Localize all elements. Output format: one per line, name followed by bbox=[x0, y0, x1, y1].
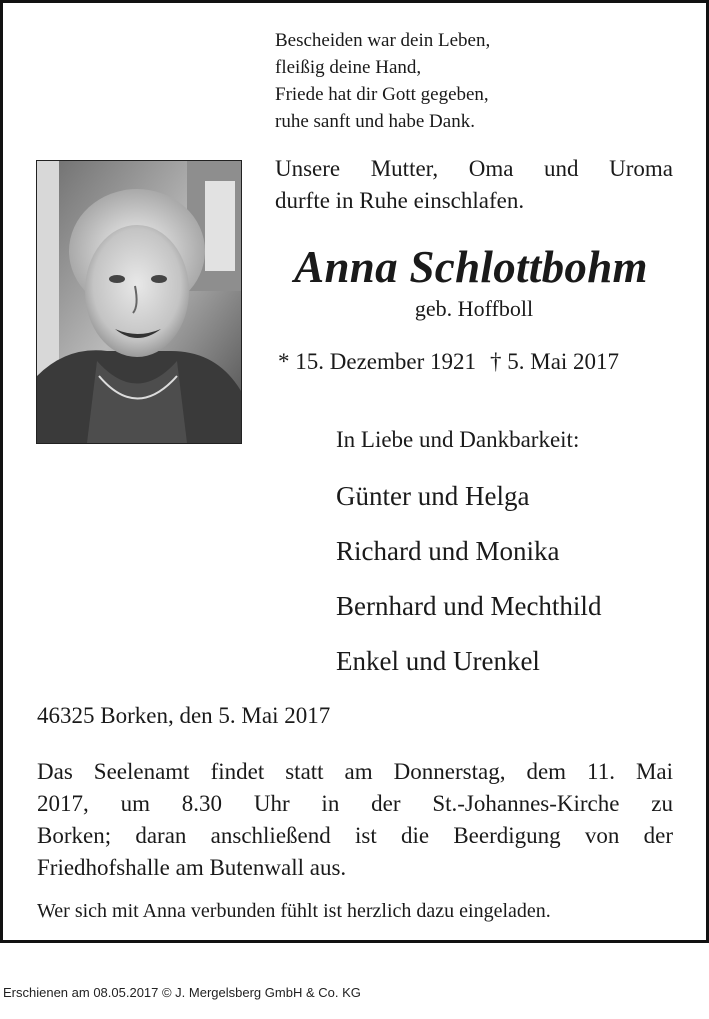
service-line: 2017, um 8.30 Uhr in der St.-Johannes-Kirche zu bbox=[37, 791, 673, 816]
place-date: 46325 Borken, den 5. Mai 2017 bbox=[37, 703, 331, 728]
birth-date: * 15. Dezember 1921 bbox=[278, 349, 476, 374]
portrait-photo bbox=[36, 160, 242, 444]
deceased-name: Anna Schlottbohm bbox=[294, 242, 648, 292]
mourner-name: Bernhard und Mechthild bbox=[336, 591, 602, 621]
intro-line: durfte in Ruhe einschlafen. bbox=[275, 188, 525, 213]
poem-line: ruhe sanft und habe Dank. bbox=[275, 111, 475, 132]
publication-footer: Erschienen am 08.05.2017 © J. Mergelsberg GmbH & Co. KG bbox=[3, 985, 361, 1000]
death-date: † 5. Mai 2017 bbox=[490, 349, 620, 374]
service-line: Friedhofshalle am Butenwall aus. bbox=[37, 855, 347, 880]
maiden-name: geb. Hoffboll bbox=[414, 296, 534, 321]
poem-line: fleißig deine Hand, bbox=[275, 57, 422, 78]
service-info bbox=[37, 756, 673, 884]
intro-line: Unsere Mutter, Oma und Uroma bbox=[275, 156, 673, 181]
intro-text bbox=[275, 153, 673, 217]
poem-line: Friede hat dir Gott gegeben, bbox=[275, 84, 489, 105]
poem bbox=[275, 27, 490, 135]
life-dates bbox=[278, 349, 619, 375]
poem-line: Bescheiden war dein Leben, bbox=[275, 30, 491, 51]
invitation-text: Wer sich mit Anna verbunden fühlt ist herzlich dazu eingeladen. bbox=[37, 900, 551, 922]
mourner-name: Richard und Monika bbox=[336, 536, 560, 566]
service-line: Borken; daran anschließend ist die Beerdigung von der bbox=[37, 823, 673, 848]
mourner-name: Günter und Helga bbox=[336, 481, 530, 511]
gratitude-heading: In Liebe und Dankbarkeit: bbox=[336, 427, 580, 452]
service-line: Das Seelenamt findet statt am Donnerstag, dem 11. Mai bbox=[37, 759, 673, 784]
mourner-name: Enkel und Urenkel bbox=[336, 646, 540, 676]
